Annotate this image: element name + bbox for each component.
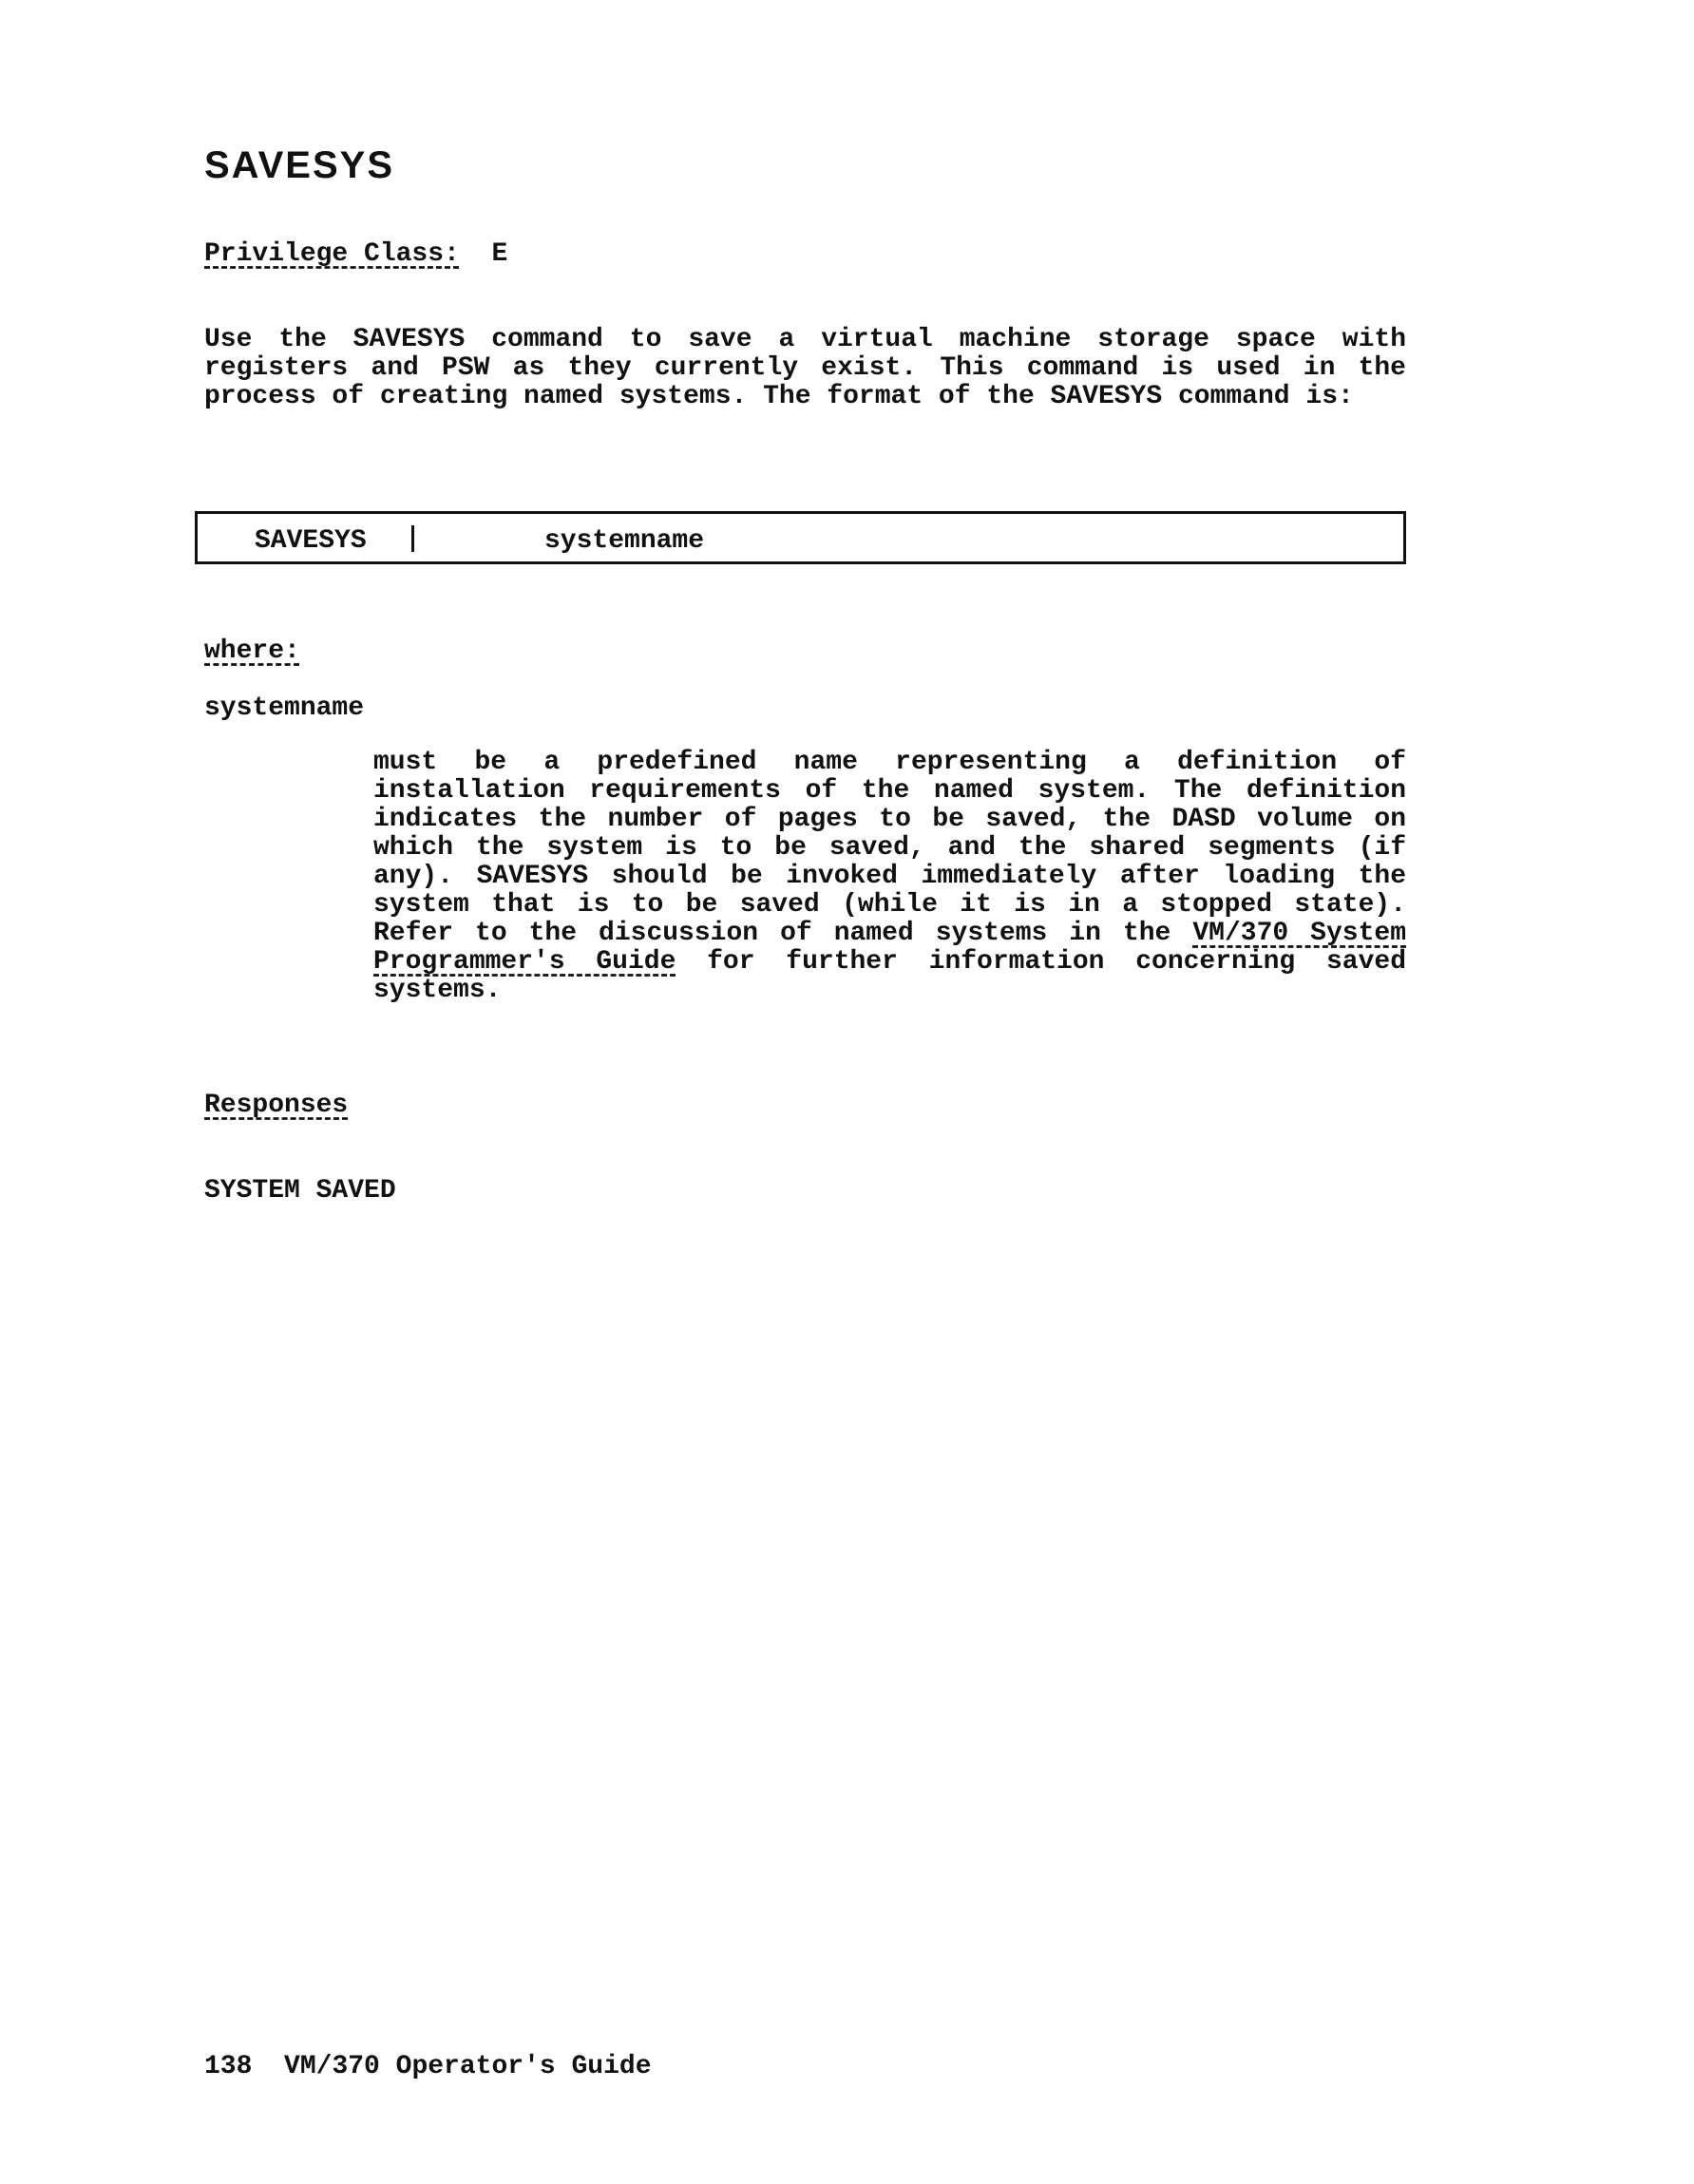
privilege-value: E	[491, 239, 508, 269]
intro-paragraph: Use the SAVESYS command to save a virtual machine storage space with registers and PSW as they currently exist. This command is used in the process of creating named systems. The format of the SAVESYS command is:	[204, 325, 1406, 411]
privilege-class	[204, 239, 507, 269]
response-message: SYSTEM SAVED	[204, 1176, 396, 1206]
page-title: SAVESYS	[204, 144, 394, 186]
where-label: where:	[204, 636, 300, 666]
syntax-command: SAVESYS	[255, 526, 367, 556]
privilege-label: Privilege Class:	[204, 239, 460, 269]
syntax-box	[195, 511, 1406, 564]
syntax-operand: systemname	[544, 526, 705, 556]
page-footer	[204, 2052, 652, 2081]
operand-term: systemname	[204, 693, 365, 723]
operand-desc-part-1: must be a predefined name representing a definition of installation requirements of the named system. The definition indicates the number of pages to be saved, the DASD volume on which the system is to be saved, and the shared segments (if any). SAVESYS should be invoked immediately after loading the system that is to be saved (while it is in a stopped state). Refer to the discussion of named systems in the	[373, 748, 1406, 948]
responses-heading: Responses	[204, 1091, 349, 1120]
syntax-separator	[411, 525, 414, 552]
page-number: 138	[204, 2052, 253, 2081]
book-title: VM/370 Operator's Guide	[284, 2052, 652, 2081]
operand-description	[373, 749, 1406, 1005]
book-reference: VM/370 System Programmer's Guide	[373, 919, 1406, 977]
operand-desc-part-2: for further information concerning saved systems.	[373, 947, 1406, 1005]
